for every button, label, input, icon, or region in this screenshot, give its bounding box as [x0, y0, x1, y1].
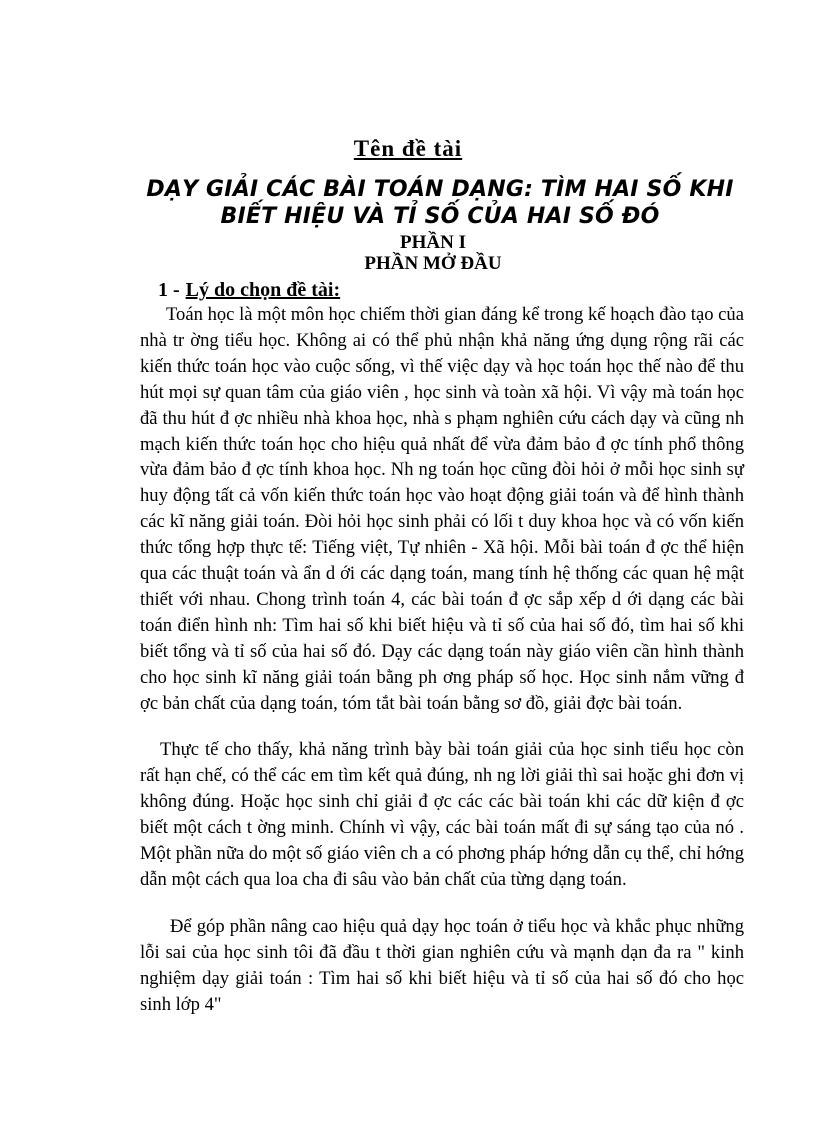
section-heading [158, 279, 340, 302]
body-paragraph-2: Thực tế cho thấy, khả năng trình bày bài toán giải của học sinh tiểu học còn rất hạn chế, có thể các em tìm kết quả đúng, nh ng lời giải thì sai hoặc ghi đơn vị không đúng. Hoặc học sinh chỉ giải đ ợc các các bài toán khi các dữ kiện đ ợc biết một cách t ờng minh. Chính vì vậy, các bài toán mất đi sự sáng tạo của nó . Một phần nữa do một số giáo viên ch a có phơng pháp hớng dẫn cụ thể, chỉ hớng dẫn một cách qua loa cha đi sâu vào bản chất của từng dạng toán. [140, 739, 744, 890]
part-name: PHẦN MỞ ĐẦU [364, 253, 502, 274]
part-number: PHẦN I [400, 232, 466, 253]
body-paragraph-1: Toán học là một môn học chiếm thời gian đáng kể trong kế hoạch đào tạo của nhà tr ờng tiểu học. Không ai có thể phủ nhận khả năng ứng dụng rộng rãi các kiến thức toán học vào cuộc sống, vì thế việc dạy và học toán học thế nào để thu hút mọi sự quan tâm của giáo viên , học sinh và toàn xã hội. Vì vậy mà toán học đã thu hút đ ợc nhiều nhà khoa học, nhà s phạm nghiên cứu cách dạy và cũng nh mạch kiến thức toán học cho hiệu quả nhất để vừa đảm bảo đ ợc tính phổ thông vừa đảm bảo đ ợc tính khoa học. Nh ng toán học cũng đòi hỏi ở mỗi học sinh sự huy động tất cả vốn kiến thức toán học vào hoạt động giải toán và để hình thành các kĩ năng giải toán. Đòi hỏi học sinh phải có lối t duy khoa học và có vốn kiến thức tổng hợp thực tế: Tiếng việt, Tự nhiên - Xã hội. Mỗi bài toán đ ợc thể hiện qua các thuật toán và ẩn d ới các dạng toán, mang tính hệ thống các quan hệ mật thiết với nhau. Chong trình toán 4, các bài toán đ ợc sắp xếp d ới dạng các bài toán điển hình nh: Tìm hai số khi biết hiệu và tỉ số của hai số đó, tìm hai số khi biết tổng và tỉ số của hai số đó. Dạy các dạng toán này giáo viên cần hình thành cho học sinh kĩ năng giải toán bằng ph ơng pháp số học. Học sinh nắm vững đ ợc bản chất của dạng toán, tóm tắt bài toán bằng sơ đồ, giải đợc bài toán. [140, 304, 744, 714]
document-title: DẠY GIẢI CÁC BÀI TOÁN DẠNG: TÌM HAI SỐ KHI BIẾT HIỆU VÀ TỈ SỐ CỦA HAI SỐ ĐÓ [146, 177, 734, 229]
section-label: Lý do chọn đề tài: [185, 279, 341, 301]
part-heading [0, 232, 816, 274]
document-label: Tên đề tài [353, 136, 463, 161]
body-paragraph-3: Để góp phần nâng cao hiệu quả dạy học toán ở tiểu học và khắc phục những lỗi sai của học sinh tôi đã đầu t thời gian nghiên cứu và mạnh dạn đa ra " kinh nghiệm dạy giải toán : Tìm hai số khi biết hiệu và tỉ số của hai số đó cho học sinh lớp 4" [140, 916, 744, 1015]
section-number: 1 - [158, 279, 180, 301]
